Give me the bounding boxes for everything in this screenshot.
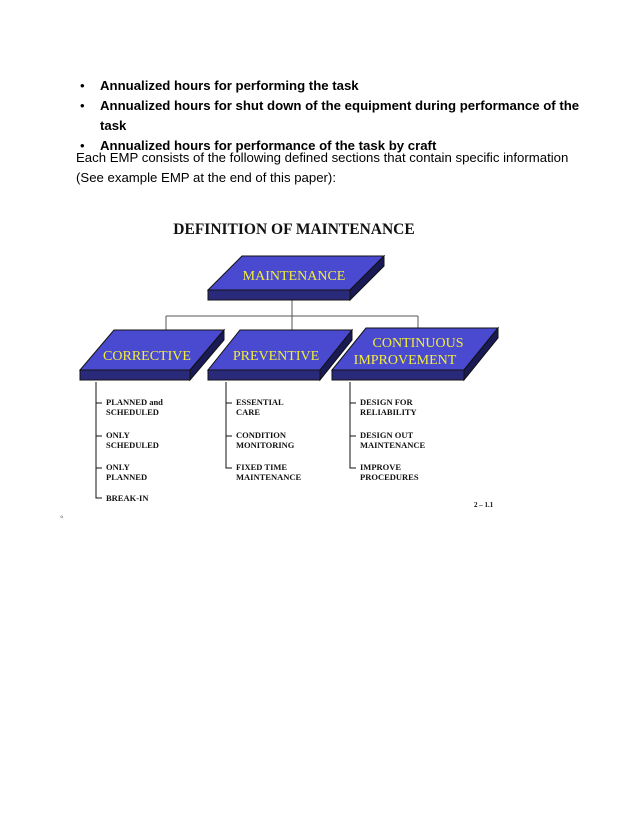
bullet-item: • Annualized hours for performance of the task by craft (80, 136, 580, 156)
continuous-item: MAINTENANCE (360, 440, 426, 450)
bullet-item: • Annualized hours for performing the task (80, 76, 580, 96)
continuous-list (350, 382, 426, 482)
maintenance-label: MAINTENANCE (242, 269, 346, 284)
corrective-list (96, 382, 163, 503)
preventive-item: MONITORING (236, 440, 295, 450)
corrective-label: CORRECTIVE (103, 349, 191, 364)
continuous-item: PROCEDURES (360, 472, 419, 482)
corrective-item: PLANNED (106, 472, 148, 482)
corrective-item: SCHEDULED (106, 440, 159, 450)
preventive-item: FIXED TIME (236, 462, 288, 472)
preventive-list (226, 382, 302, 482)
continuous-label-line2: IMPROVEMENT (353, 353, 457, 368)
corrective-item: SCHEDULED (106, 407, 159, 417)
paragraph-line-1: Each EMP consists of the following defined sections that contain specific information (76, 150, 569, 165)
paragraph-line-2: (See example EMP at the end of this paper): (76, 170, 336, 185)
preventive-box (208, 330, 352, 380)
preventive-item: CONDITION (236, 430, 287, 440)
preventive-item: MAINTENANCE (236, 472, 302, 482)
continuous-item: DESIGN OUT (360, 430, 414, 440)
diagram-title: DEFINITION OF MAINTENANCE (173, 221, 415, 238)
stray-bullet-mark: ◦ (60, 512, 64, 523)
continuous-label-line1: CONTINUOUS (372, 336, 464, 351)
preventive-label: PREVENTIVE (232, 349, 320, 364)
corrective-item: ONLY (106, 462, 130, 472)
corrective-item: ONLY (106, 430, 130, 440)
preventive-item: CARE (236, 407, 261, 417)
maintenance-root-box (208, 256, 384, 300)
corrective-box (80, 330, 224, 380)
corrective-item: PLANNED and (106, 397, 163, 407)
corrective-item: BREAK-IN (106, 493, 149, 503)
slide-page-reference: 2 – 1.1 (474, 501, 494, 509)
continuous-item: DESIGN FOR (360, 397, 413, 407)
continuous-improvement-box (332, 328, 498, 380)
bullet-item: • Annualized hours for shut down of the equipment during performance of the task (80, 96, 580, 136)
continuous-item: IMPROVE (360, 462, 402, 472)
continuous-item: RELIABILITY (360, 407, 417, 417)
preventive-item: ESSENTIAL (236, 397, 284, 407)
connector-lines (166, 300, 418, 330)
